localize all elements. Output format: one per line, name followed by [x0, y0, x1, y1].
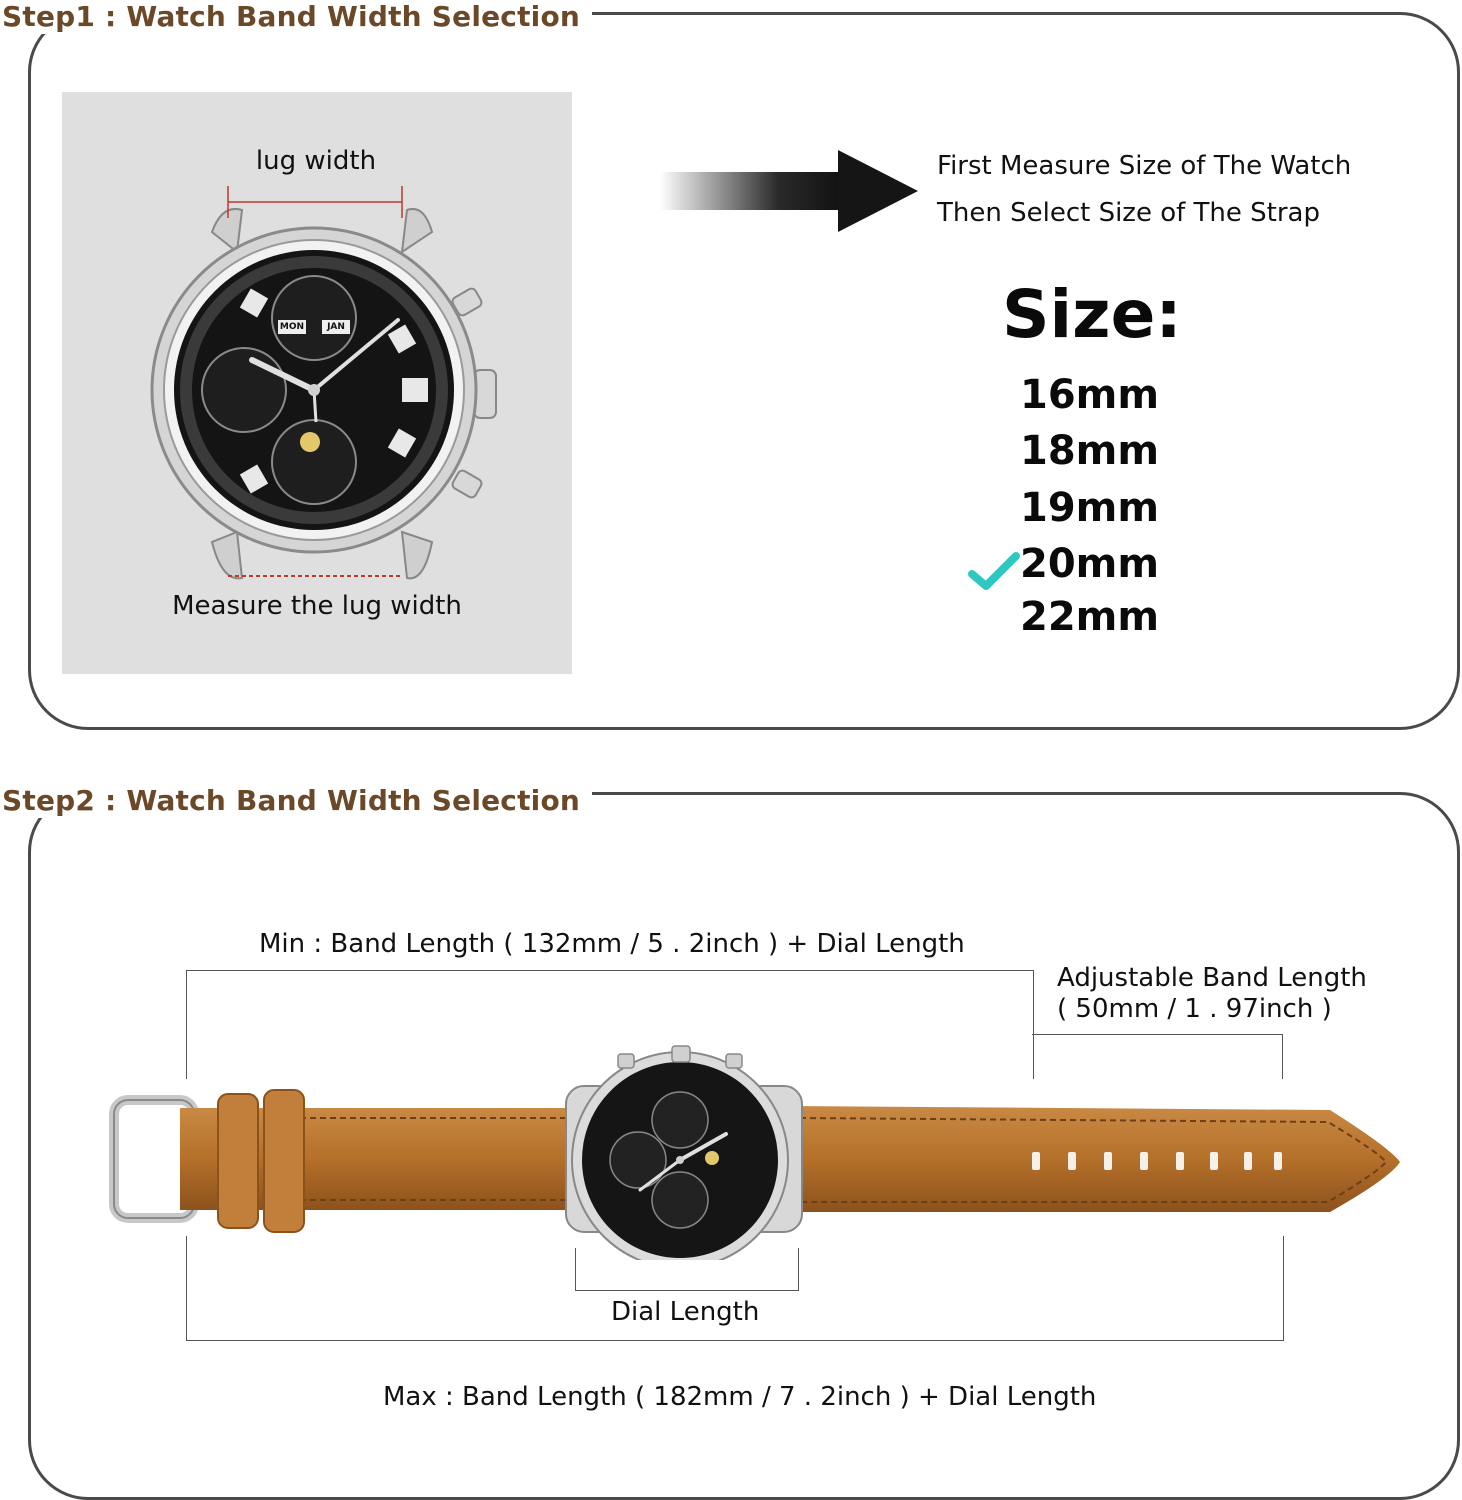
watch-lug-photo — [62, 92, 572, 674]
size-option-18mm[interactable]: 18mm — [1020, 428, 1160, 474]
step1-title: Step1 : Watch Band Width Selection — [0, 0, 592, 34]
checkmark-icon — [968, 552, 1020, 590]
size-heading: Size: — [1002, 276, 1182, 353]
step2-title: Step2 : Watch Band Width Selection — [0, 784, 592, 818]
dial-month-window: JAN — [327, 322, 345, 332]
instruction-line-2: Then Select Size of The Strap — [937, 198, 1320, 228]
watch-strap-illustration — [100, 1040, 1410, 1260]
max-band-length-label: Max : Band Length ( 182mm / 7 . 2inch ) + Dial Length — [383, 1382, 1097, 1412]
size-option-22mm[interactable]: 22mm — [1020, 594, 1160, 640]
lug-width-label: lug width — [255, 146, 377, 176]
instruction-line-1: First Measure Size of The Watch — [937, 151, 1352, 181]
gradient-arrow-icon — [660, 148, 922, 234]
measure-lug-width-label: Measure the lug width — [172, 591, 462, 621]
size-option-20mm[interactable]: 20mm — [1020, 541, 1160, 587]
min-band-length-label: Min : Band Length ( 132mm / 5 . 2inch ) + Dial Length — [259, 929, 965, 959]
dial-length-label: Dial Length — [611, 1297, 760, 1327]
size-option-16mm[interactable]: 16mm — [1020, 372, 1160, 418]
adjustable-band-length-value: ( 50mm / 1 . 97inch ) — [1057, 994, 1332, 1024]
size-option-19mm[interactable]: 19mm — [1020, 485, 1160, 531]
adjustable-band-length-label: Adjustable Band Length — [1057, 963, 1367, 993]
dial-day-window: MON — [279, 322, 305, 332]
watch-case-illustration — [62, 92, 572, 674]
